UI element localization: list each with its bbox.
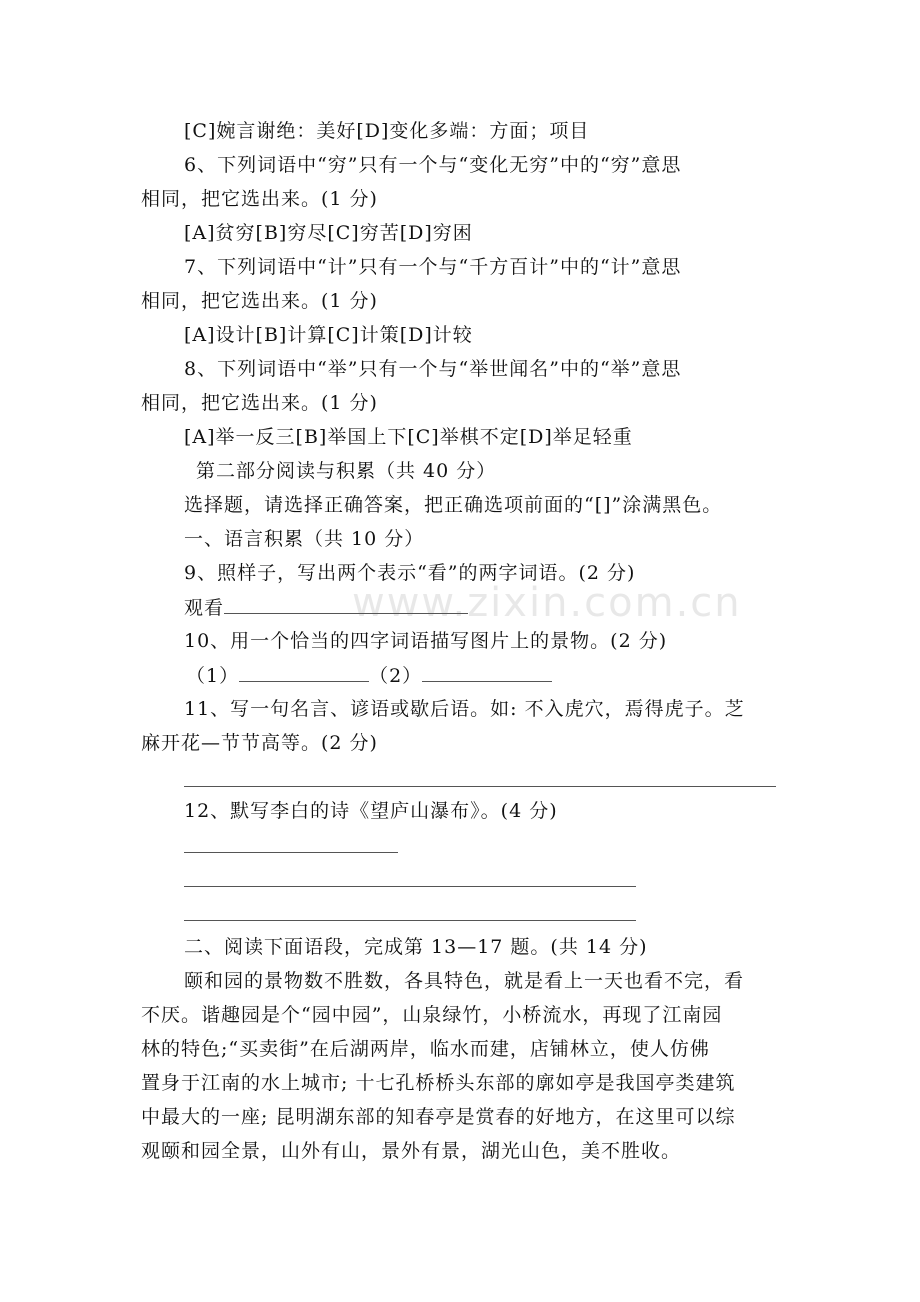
q7-stem-cont: 相同，把它选出来。(1 分)	[141, 290, 378, 312]
q11-stem: 11、写一句名言、谚语或歇后语。如: 不入虎穴，焉得虎子。芝	[184, 698, 745, 720]
passage-line-4: 置身于江南的水上城市; 十七孔桥桥头东部的廓如亭是我国亭类建筑	[141, 1072, 736, 1094]
passage-line-1: 颐和园的景物数不胜数，各具特色，就是看上一天也看不完，看	[184, 970, 745, 992]
q9-answer-blank[interactable]	[224, 595, 468, 614]
q8-stem: 8、下列词语中“举”只有一个与“举世闻名”中的“举”意思	[184, 358, 682, 380]
q8-stem-cont: 相同，把它选出来。(1 分)	[141, 392, 378, 414]
watermark: www.zixin.com.cn	[352, 580, 742, 626]
q6-stem-cont: 相同，把它选出来。(1 分)	[141, 188, 378, 210]
q8-options: [A]举一反三[B]举国上下[C]举棋不定[D]举足轻重	[184, 426, 633, 448]
q11-answer-line[interactable]	[184, 786, 776, 787]
q7-options: [A]设计[B]计算[C]计策[D]计较	[184, 324, 473, 346]
q10-stem: 10、用一个恰当的四字词语描写图片上的景物。(2 分)	[184, 630, 668, 652]
passage-line-5: 中最大的一座; 昆明湖东部的知春亭是赏春的好地方，在这里可以综	[141, 1106, 736, 1128]
passage-line-3: 林的特色;“买卖街”在后湖两岸，临水而建，店铺林立，使人仿佛	[141, 1038, 710, 1060]
passage-line-2: 不厌。谐趣园是个“园中园”，山泉绿竹，小桥流水，再现了江南园	[141, 1004, 723, 1026]
q6-stem: 6、下列词语中“穷”只有一个与“变化无穷”中的“穷”意思	[184, 154, 682, 176]
q10-answers	[186, 663, 552, 688]
q10-answer-blank-2[interactable]	[422, 663, 552, 682]
q10-label-1: （1）	[186, 665, 240, 687]
q5-option-cd: [C]婉言谢绝：美好[D]变化多端：方面；项目	[184, 120, 590, 142]
section-heading-part2: 第二部分阅读与积累（共 40 分）	[196, 460, 497, 482]
q12-answer-line-1[interactable]	[184, 852, 398, 853]
q9-stem: 9、照样子，写出两个表示“看”的两字词语。(2 分)	[184, 562, 636, 584]
q10-label-2: （2）	[369, 665, 423, 687]
section-heading-language: 一、语言积累（共 10 分）	[184, 528, 425, 550]
q12-stem: 12、默写李白的诗《望庐山瀑布》。(4 分)	[184, 800, 558, 822]
q6-options: [A]贫穷[B]穷尽[C]穷苦[D]穷困	[184, 222, 473, 244]
q7-stem: 7、下列词语中“计”只有一个与“千方百计”中的“计”意思	[184, 256, 682, 278]
q9-example	[184, 595, 468, 620]
instruction-text: 选择题，请选择正确答案，把正确选项前面的“[]”涂满黑色。	[184, 494, 723, 516]
q12-answer-line-3[interactable]	[184, 920, 636, 921]
q10-answer-blank-1[interactable]	[239, 663, 369, 682]
q12-answer-line-2[interactable]	[184, 886, 636, 887]
q11-stem-cont: 麻开花—节节高等。(2 分)	[141, 732, 378, 754]
section-heading-reading: 二、阅读下面语段，完成第 13—17 题。(共 14 分)	[184, 936, 648, 958]
passage-line-6: 观颐和园全景，山外有山，景外有景，湖光山色，美不胜收。	[141, 1140, 682, 1162]
q9-example-word: 观看	[184, 597, 225, 619]
